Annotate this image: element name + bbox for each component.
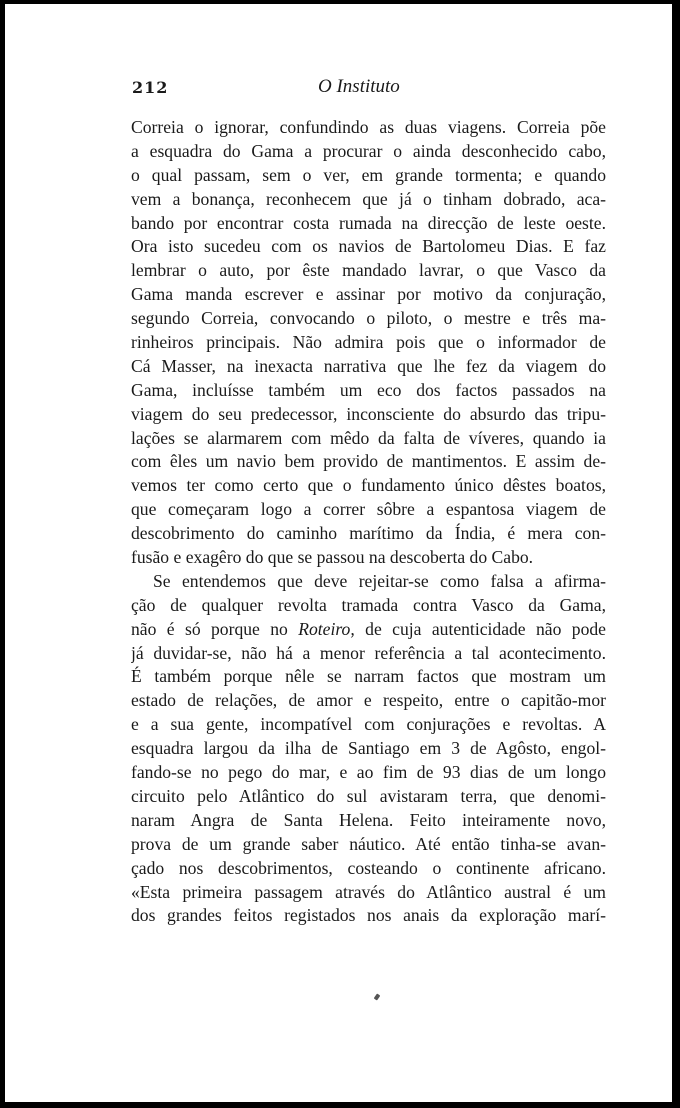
text-fragment: de cuja autenticidade não pode — [354, 618, 606, 639]
ink-speck — [374, 993, 381, 1000]
text-line: Gama manda escrever e assinar por motivo da conjuração, — [131, 284, 606, 305]
text-line: circuito pelo Atlântico do sul avistaram terra, que denomi- — [131, 785, 606, 806]
text-line: É também porque nêle se narram factos que mostram um — [131, 666, 606, 687]
running-title: O Instituto — [318, 76, 400, 97]
text-line: com êles um navio bem provido de mantimentos. E assim de- — [131, 451, 606, 472]
text-line: çado nos descobrimentos, costeando o continente africano. — [131, 857, 606, 878]
text-line: fando-se no pego do mar, e ao fim de 93 dias de um longo — [131, 762, 606, 783]
text-line: segundo Correia, convocando o piloto, o mestre e três ma- — [131, 308, 606, 329]
text-line-with-italic — [131, 618, 606, 642]
text-line: Ora isto sucedeu com os navios de Bartolomeu Dias. E faz — [131, 236, 606, 257]
paragraph-1 — [131, 116, 606, 570]
text-line: vemos ter como certo que o fundamento único dêstes boatos, — [131, 475, 606, 496]
text-line: e a sua gente, incompatível com conjurações e revoltas. A — [131, 714, 606, 735]
body-text — [131, 116, 606, 928]
text-line: descobrimento do caminho marítimo da Índia, é mera con- — [131, 523, 606, 544]
text-line: já duvidar-se, não há a menor referência a tal acontecimento. — [131, 642, 606, 663]
text-line: lembrar o auto, por êste mandado lavrar, o que Vasco da — [131, 260, 606, 281]
text-line: rinheiros principais. Não admira pois que o informador de — [131, 332, 606, 353]
text-line: vem a bonança, reconhecem que já o tinham dobrado, aca- — [131, 188, 606, 209]
text-line: bando por encontrar costa rumada na direcção de leste oeste. — [131, 212, 606, 233]
text-line: prova de um grande saber náutico. Até então tinha-se avan- — [131, 833, 606, 854]
text-line: Gama, incluísse também um eco dos factos passados na — [131, 379, 606, 400]
text-line: ção de qualquer revolta tramada contra Vasco da Gama, — [131, 594, 606, 615]
text-line: que começaram logo a correr sôbre a espantosa viagem de — [131, 499, 606, 520]
page-header — [132, 76, 605, 102]
text-line: naram Angra de Santa Helena. Feito inteiramente novo, — [131, 809, 606, 830]
text-line: a esquadra do Gama a procurar o ainda desconhecido cabo, — [131, 140, 606, 161]
page-number: 212 — [132, 78, 169, 97]
text-line: Cá Masser, na inexacta narrativa que lhe fez da viagem do — [131, 355, 606, 376]
text-line: lações se alarmarem com mêdo da falta de víveres, quando ia — [131, 427, 606, 448]
italic-title-roteiro: Roteiro, — [298, 618, 355, 639]
book-page — [5, 4, 672, 1102]
text-line: dos grandes feitos registados nos anais da exploração marí- — [131, 905, 606, 926]
text-line: viagem do seu predecessor, inconsciente do absurdo das tripu- — [131, 403, 606, 424]
paragraph-2 — [131, 570, 606, 928]
text-line: o qual passam, sem o ver, em grande tormenta; e quando — [131, 164, 606, 185]
text-line: Correia o ignorar, confundindo as duas viagens. Correia põe — [131, 117, 606, 137]
text-line: «Esta primeira passagem através do Atlântico austral é um — [131, 881, 606, 902]
text-line: esquadra largou da ilha de Santiago em 3 de Agôsto, engol- — [131, 738, 606, 759]
text-line: Se entendemos que deve rejeitar-se como falsa a afirma- — [153, 570, 606, 591]
text-line: estado de relações, de amor e respeito, entre o capitão-mor — [131, 690, 606, 711]
text-fragment: não é só porque no — [131, 618, 299, 639]
text-line: fusão e exagêro do que se passou na descoberta do Cabo. — [131, 547, 534, 568]
